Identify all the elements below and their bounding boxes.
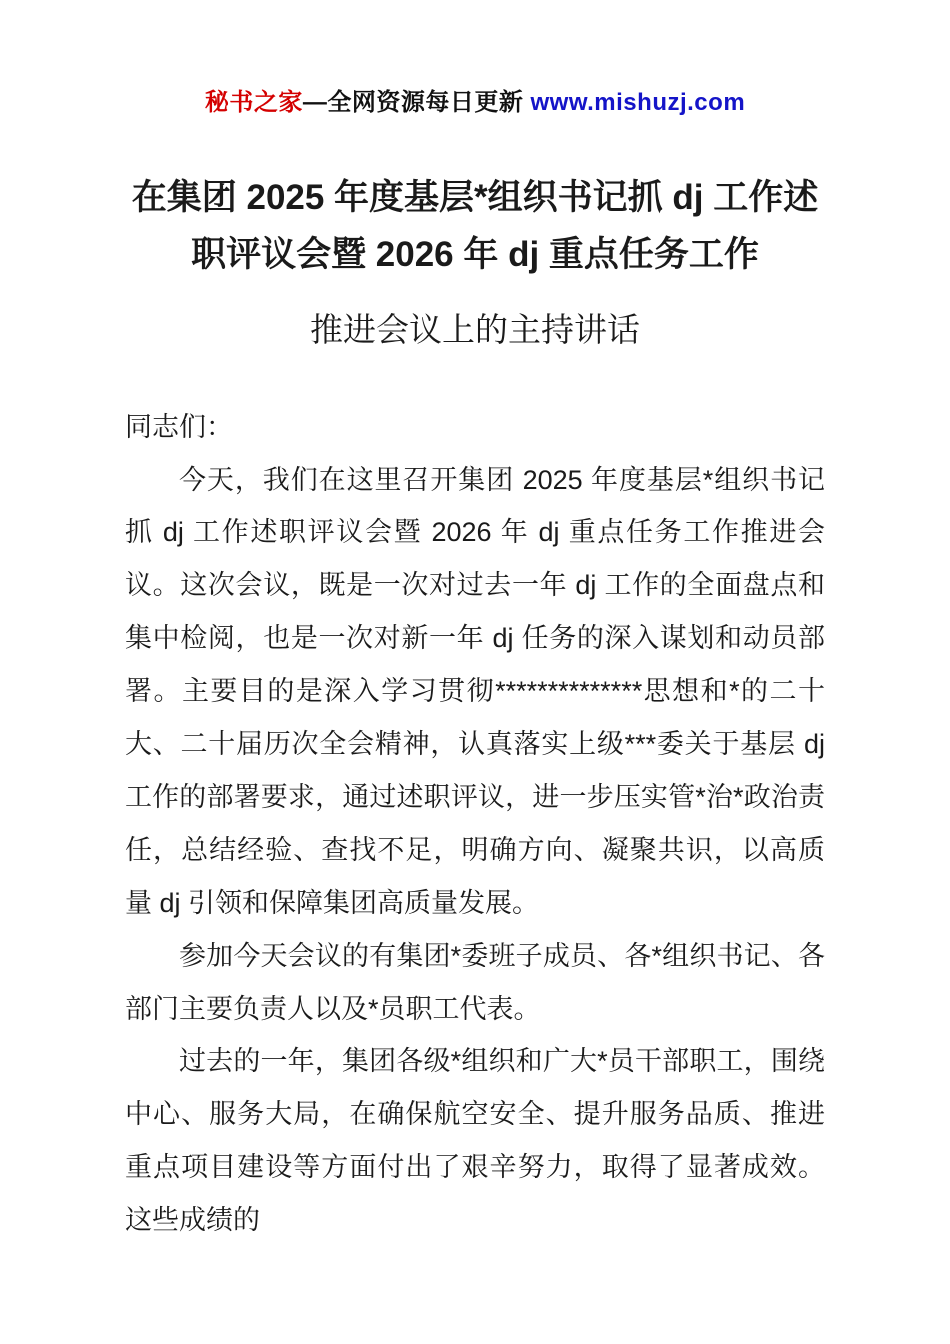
site-name: 秘书之家: [204, 89, 303, 116]
document-body: [125, 401, 825, 1248]
salutation: 同志们：: [125, 411, 233, 442]
document-subtitle: 推进会议上的主持讲话: [310, 311, 640, 349]
site-url-link[interactable]: www.mishuzj.com: [530, 89, 746, 116]
site-header: [125, 82, 825, 117]
body-paragraph-2: 参加今天会议的有集团*委班子成员、各*组织书记、各部门主要负责人以及*员职工代表。: [125, 940, 825, 1024]
body-paragraph-1: 今天，我们在这里召开集团 2025 年度基层*组织书记抓 dj 工作述职评议会暨 2026 年 dj 重点任务工作推进会议。这次会议，既是一次对过去一年 dj 工作的全面盘点和集中检阅，也是一次对新一年 dj 任务的深入谋划和动员部署。主要目的是深入学习贯彻**************思想和*的二十大、二十届历次全会精神，认真落实上级***委关于基层 dj 工作的部署要求，通过述职评议，进一步压实管*治*政治责任，总结经验、查找不足，明确方向、凝聚共识，以高质量 dj 引领和保障集团高质量发展。: [125, 464, 825, 918]
site-tagline: —全网资源每日更新: [302, 89, 531, 116]
body-paragraph-3: 过去的一年，集团各级*组织和广大*员干部职工，围绕中心、服务大局，在确保航空安全、提升服务品质、推进重点项目建设等方面付出了艰辛努力，取得了显著成效。这些成绩的: [125, 1046, 825, 1236]
document-title: 在集团 2025 年度基层*组织书记抓 dj 工作述职评议会暨 2026 年 dj 重点任务工作: [131, 178, 819, 275]
